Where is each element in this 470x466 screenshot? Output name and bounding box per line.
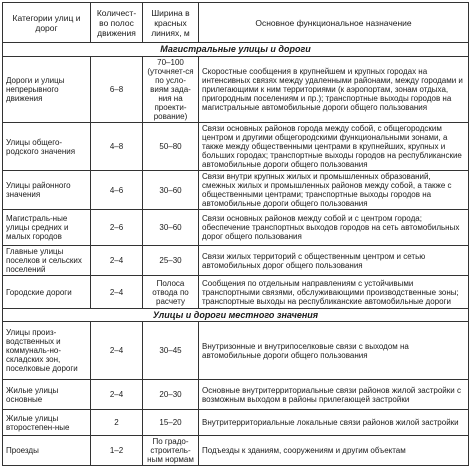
row-lanes: 4–6	[91, 171, 143, 210]
row-purpose: Скоростные сообщения в крупнейшем и крупных городах на интенсивных связях между удаленными районами, между городами и прилегающими к ним территориями (к аэропортам, зонам отдыха, пригородным поселениям и пр.); транспортные выходы городов на магистральные автомобильные дороги общего пользования	[199, 57, 469, 123]
row-category: Городские дороги	[3, 276, 91, 309]
row-purpose: Внутритерриториальные локальные связи районов жилой застройки	[199, 410, 469, 436]
row-lanes: 2–4	[91, 276, 143, 309]
header-lanes: Количест-во полос движения	[91, 3, 143, 43]
row-width: 30–45	[143, 322, 199, 380]
row-category: Улицы общего-родского значения	[3, 123, 91, 171]
row-category: Жилые улицы второстепен-ные	[3, 410, 91, 436]
row-width: 20–30	[143, 380, 199, 410]
row-purpose: Внутризонные и внутрипоселковые связи с выходом на автомобильные дороги общего пользования	[199, 322, 469, 380]
header-purpose: Основное функциональное назначение	[199, 3, 469, 43]
table-row	[3, 57, 469, 123]
row-lanes: 2–4	[91, 246, 143, 276]
table-row	[3, 276, 469, 309]
row-category: Магистраль-ные улицы средних и малых городов	[3, 210, 91, 246]
table-row	[3, 123, 469, 171]
row-width: Полоса отвода по расчету	[143, 276, 199, 309]
row-width: 30–60	[143, 171, 199, 210]
row-width: 25–30	[143, 246, 199, 276]
row-lanes: 6–8	[91, 57, 143, 123]
table-row	[3, 246, 469, 276]
table-row	[3, 436, 469, 466]
row-purpose: Связи основных районов города между собой, с общегородским центром и другими общегородскими функциональными зонами, а также между общественными центрами в крупнейших, крупных и больших городах; транспортные выходы городов на республиканские автомобильные дороги общего пользования	[199, 123, 469, 171]
table-row	[3, 322, 469, 380]
row-category: Дороги и улицы непрерывного движения	[3, 57, 91, 123]
row-lanes: 2–4	[91, 322, 143, 380]
row-width: 30–60	[143, 210, 199, 246]
row-purpose: Основные внутритерриториальные связи районов жилой застройки с возможным выходом в районы прилегающей застройки	[199, 380, 469, 410]
row-width: 50–80	[143, 123, 199, 171]
row-category: Улицы произ-водственных и коммуналь-но-складских зон, поселковые дороги	[3, 322, 91, 380]
row-category: Жилые улицы основные	[3, 380, 91, 410]
row-purpose: Сообщения по отдельным направлениям с устойчивыми транспортными связями, обслуживающими производственные зоны; транспортные выходы на республиканские автомобильные дороги	[199, 276, 469, 309]
row-lanes: 2–6	[91, 210, 143, 246]
row-purpose: Связи основных районов между собой и с центром города; обеспечение транспортных выходов городов на сеть автомобильных дорог общего пользования	[199, 210, 469, 246]
section-title-main: Магистральные улицы и дороги	[3, 43, 469, 57]
row-category: Улицы районного значения	[3, 171, 91, 210]
row-purpose: Подъезды к зданиям, сооружениям и другим объектам	[199, 436, 469, 466]
road-classification-document	[2, 2, 468, 464]
row-lanes: 2	[91, 410, 143, 436]
row-category: Проезды	[3, 436, 91, 466]
row-category: Главные улицы поселков и сельских поселений	[3, 246, 91, 276]
row-lanes: 4–8	[91, 123, 143, 171]
table-row	[3, 171, 469, 210]
row-purpose: Связи внутри крупных жилых и промышленных образований, смежных жилых и промышленных районов между собой, а также с общественными центрами; транспортные выходы городов на автомобильные дороги общего пользования	[199, 171, 469, 210]
section-title-local: Улицы и дороги местного значения	[3, 309, 469, 322]
section-row-main	[3, 43, 469, 57]
road-classification-table	[2, 2, 469, 466]
row-purpose: Связи жилых территорий с общественным центром и сетью автомобильных дорог общего пользования	[199, 246, 469, 276]
table-row	[3, 410, 469, 436]
header-category: Категории улиц и дорог	[3, 3, 91, 43]
row-lanes: 1–2	[91, 436, 143, 466]
table-row	[3, 210, 469, 246]
row-width: По градо-строитель-ным нормам	[143, 436, 199, 466]
header-width: Ширина в красных линиях, м	[143, 3, 199, 43]
table-row	[3, 380, 469, 410]
row-lanes: 2–4	[91, 380, 143, 410]
section-row-local	[3, 309, 469, 322]
row-width: 15–20	[143, 410, 199, 436]
header-row	[3, 3, 469, 43]
row-width: 70–100 (уточняет-ся по усло-виям зада-ния на проекти-рование)	[143, 57, 199, 123]
